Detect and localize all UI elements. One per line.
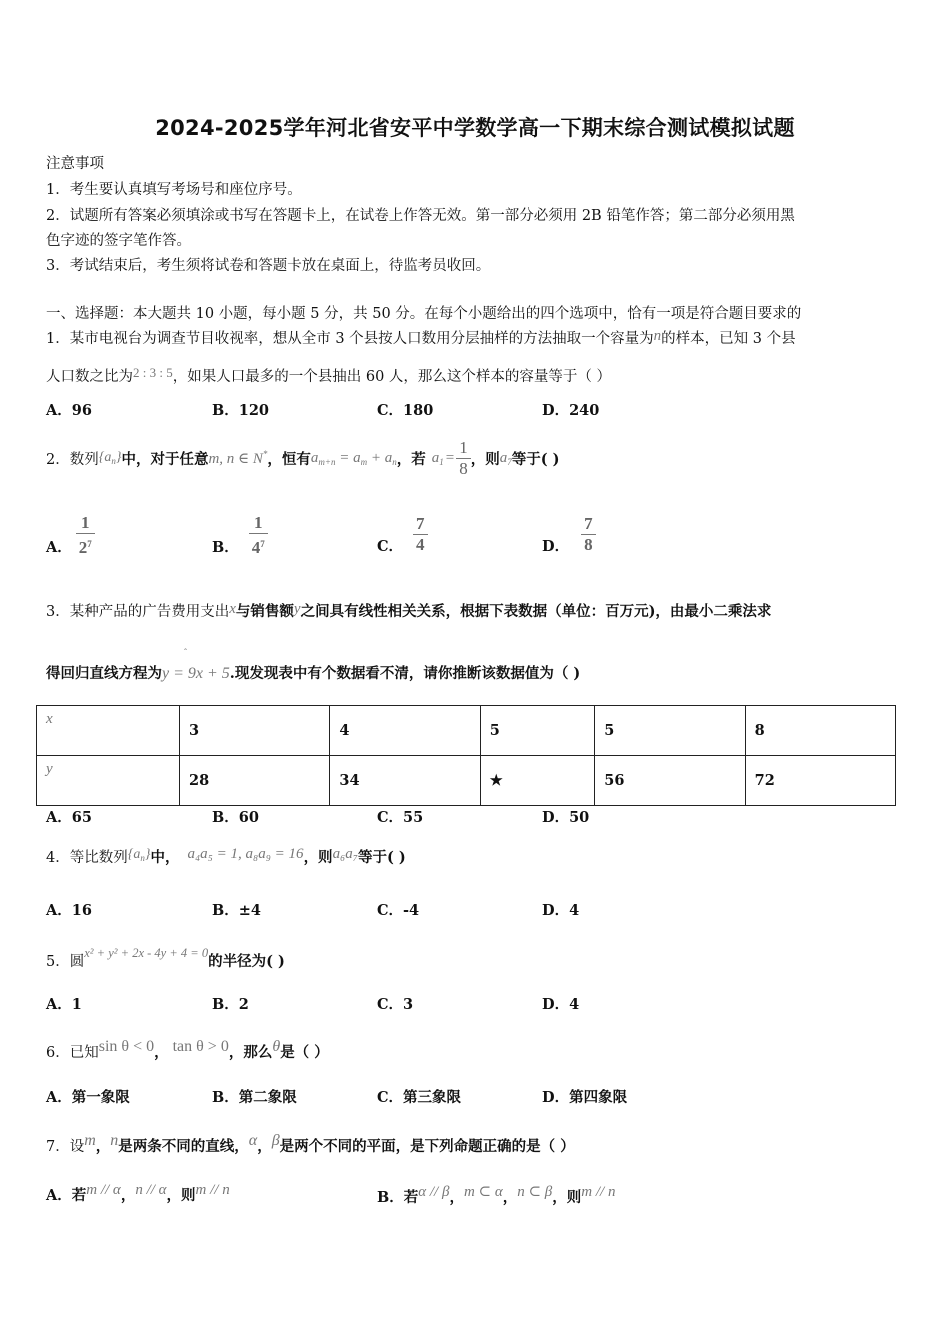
question-4-line	[46, 846, 406, 867]
q2-mn	[208, 449, 267, 468]
q2-option-d-fraction	[581, 514, 596, 555]
q3-option-a: A．65	[46, 809, 92, 826]
q7-option-b: B．若α // β，m ⊂ α，n ⊂ β，则m // n	[377, 1184, 616, 1206]
q2-rel-m-sub: m	[360, 456, 368, 467]
q2-option-a-num: 1	[76, 513, 95, 534]
q7-option-a-result: m // n	[195, 1182, 230, 1198]
q2-relation	[311, 450, 397, 467]
q6-option-b: B．第二象限	[212, 1089, 297, 1106]
q4-mid1: 中，	[150, 849, 180, 866]
q2-a1-den: 8	[459, 458, 468, 478]
q1-text-d: ，如果人口最多的一个县抽出 60 人，那么这个样本的容量等于（ ）	[172, 369, 612, 385]
q2-mid3: ，若	[396, 450, 426, 468]
q2-mn-text: m, n ∈ N	[208, 450, 263, 467]
q3-option-b: B．60	[212, 809, 259, 826]
q2-option-d-den: 8	[584, 535, 593, 554]
question-1-line-1	[46, 327, 796, 348]
q7-alpha: α	[248, 1132, 258, 1149]
q7-mid1: 是两条不同的直线，	[118, 1138, 249, 1155]
q2-option-a	[46, 513, 95, 558]
table-cell: ★	[480, 756, 595, 806]
q3-text-c: 之间具有线性相关关系，根据下表数据（单位：百万元)，由最小二乘法求	[300, 603, 772, 620]
table-cell: 28	[180, 756, 330, 806]
table-cell: 34	[330, 756, 480, 806]
q2-a1-num: 1	[456, 438, 471, 459]
q6-condition-2: tan θ > 0	[172, 1038, 229, 1055]
q5-option-a: A．1	[46, 996, 82, 1013]
q6-condition-1: sin θ < 0	[98, 1038, 155, 1055]
question-3-line-1	[46, 600, 771, 621]
q2-option-b-fraction	[249, 513, 268, 558]
q2-option-c-fraction	[413, 514, 428, 555]
q3-option-c: C．55	[377, 809, 424, 826]
q2-a7	[500, 450, 512, 467]
q2-option-b-num: 1	[249, 513, 268, 534]
q2-rel-eq: = a	[335, 449, 361, 466]
q7-option-b-cond1: α // β	[418, 1184, 450, 1200]
q6-theta: θ	[272, 1038, 281, 1055]
table-label-x: x	[46, 711, 53, 727]
q5-equation: x² + y² + 2x - 4y + 4 = 0	[84, 946, 209, 960]
q2-option-c-label: C．	[377, 538, 404, 555]
q2-mid4: ，则	[470, 450, 500, 468]
q2-star: *	[262, 448, 268, 459]
q3-y: y	[293, 601, 301, 617]
q3-data-table	[36, 705, 896, 806]
q5-suffix: 的半径为( )	[208, 953, 285, 970]
q7-option-a-cond1: m // α	[86, 1182, 121, 1198]
q2-rel-a: a	[310, 449, 319, 466]
q3-text-a: 3．某种产品的广告费用支出	[46, 604, 230, 620]
q2-option-b	[212, 513, 268, 558]
q2-rel-n-sub: n	[392, 456, 397, 467]
q2-seq-sub: n	[111, 456, 116, 466]
table-cell: 3	[180, 706, 330, 756]
notice-item: 2．试题所有答案必须填涂或书写在答题卡上，在试卷上作答无效。第一部分必须用 2B 铅笔作答；第二部分必须用黑	[46, 208, 795, 224]
q2-option-a-den-sup: 7	[87, 539, 92, 549]
q2-option-d-label: D．	[542, 538, 570, 555]
q7-option-a-label: A．若	[46, 1187, 87, 1204]
question-5-line	[46, 946, 285, 971]
q7-option-b-then: ，则	[552, 1189, 582, 1206]
table-row-label	[37, 706, 180, 756]
q4-sequence: $\{a_n\}$	[127, 847, 151, 863]
table-row	[37, 756, 896, 806]
q1-text-a: 1．某市电视台为调查节目收视率，想从全市 3 个县按人口数用分层抽样的方法抽取一个容量为	[46, 331, 654, 347]
table-cell: 8	[745, 706, 895, 756]
q7-option-b-cond3: n ⊂ β	[517, 1184, 553, 1200]
q2-option-c	[377, 513, 428, 556]
table-cell: 5	[480, 706, 595, 756]
q6-option-c: C．第三象限	[377, 1089, 462, 1106]
q3-x: x	[229, 601, 236, 617]
q2-a1-eq: =	[445, 449, 455, 466]
q2-option-b-den-sup: 7	[260, 539, 265, 549]
q4-seq-sub: n	[140, 853, 145, 863]
q4-mid2: ，则	[303, 849, 333, 866]
q7-option-a: A．若m // α，n // α，则m // n	[46, 1182, 230, 1204]
q2-seq-a: a	[104, 450, 112, 465]
q2-option-d-num: 7	[581, 514, 596, 535]
q2-mid1: 中，对于任意	[121, 450, 209, 468]
q2-sequence: $\{a_n\}$	[98, 450, 122, 466]
q4-target: a₆a₇	[332, 846, 358, 862]
notice-item: 1．考生要认真填写考场号和座位序号。	[46, 182, 302, 198]
q7-m: m	[84, 1132, 96, 1149]
notice-item: 3．考试结束后，考生须将试卷和答题卡放在桌面上，待监考员收回。	[46, 258, 491, 274]
q7-option-b-result: m // n	[581, 1184, 616, 1200]
q4-option-d: D．4	[542, 902, 580, 919]
q2-option-a-den: 2	[78, 538, 88, 557]
q5-option-d: D．4	[542, 996, 580, 1013]
notice-heading: 注意事项	[46, 156, 104, 172]
exam-title: 2024-2025学年河北省安平中学数学高一下期末综合测试模拟试题	[155, 116, 795, 140]
q2-a7-sub: 7	[507, 456, 512, 467]
q7-option-a-then: ，则	[166, 1187, 196, 1204]
q4-prefix: 4．等比数列	[46, 850, 128, 866]
q2-rel-plus: + a	[367, 449, 393, 466]
table-cell: 56	[595, 756, 745, 806]
q7-mid2: 是两个不同的平面，是下列命题正确的是（ ）	[279, 1138, 575, 1155]
q7-option-b-cond2: m ⊂ α	[463, 1184, 503, 1200]
q4-condition: a₄a₅ = 1, a₈a₉ = 16	[187, 846, 304, 862]
q2-option-b-label: B．	[212, 539, 239, 556]
q6-option-d: D．第四象限	[542, 1089, 628, 1106]
q2-rel-a-sub: m+n	[318, 456, 336, 467]
table-row-label	[37, 756, 180, 806]
q2-option-c-num: 7	[413, 514, 428, 535]
q2-option-c-den: 4	[416, 535, 425, 554]
q3-text-e: .现发现表中有个数据看不清，请你推断该数据值为（ )	[229, 665, 581, 682]
q2-option-d	[542, 513, 596, 556]
notice-item: 色字迹的签字笔作答。	[46, 233, 191, 249]
q2-a1	[432, 450, 444, 467]
q1-n: n	[653, 328, 662, 344]
q2-prefix: 2．数列	[46, 451, 99, 468]
table-cell: 4	[330, 706, 480, 756]
q3-text-d: 得回归直线方程为	[46, 665, 162, 682]
table-cell: 72	[745, 756, 895, 806]
q7-beta: β	[271, 1132, 280, 1149]
q2-option-b-den: 4	[251, 538, 261, 557]
question-7-line: 7．设m，n是两条不同的直线，α，β是两个不同的平面，是下列命题正确的是（ ）	[46, 1132, 575, 1155]
q3-hat: ˆ	[184, 647, 187, 657]
q1-text-c: 人口数之比为	[46, 369, 133, 385]
question-2-line	[46, 433, 559, 483]
q1-option-a: A．96	[46, 402, 92, 419]
q1-text-b: 的样本，已知 3 个县	[661, 331, 796, 347]
q4-option-c: C．-4	[377, 902, 420, 919]
q4-option-a: A．16	[46, 902, 92, 919]
q4-seq-a: a	[133, 847, 141, 862]
table-row	[37, 706, 896, 756]
q6-suffix: 是（ ）	[280, 1044, 329, 1061]
q5-option-c: C．3	[377, 996, 414, 1013]
q2-option-a-label: A．	[46, 539, 72, 556]
q7-option-b-label: B．若	[377, 1189, 419, 1206]
q5-option-b: B．2	[212, 996, 249, 1013]
q6-option-a: A．第一象限	[46, 1089, 130, 1106]
q6-mid: ，那么	[228, 1044, 273, 1061]
q2-a1-sub: 1	[439, 456, 444, 467]
q3-equation: y = 9x + 5	[162, 665, 230, 682]
question-3-line-2	[46, 662, 580, 683]
q3-text-b: 与销售额	[235, 603, 294, 620]
q1-option-c: C．180	[377, 402, 434, 419]
q7-option-a-cond2: n // α	[135, 1182, 167, 1198]
q6-comma: ，	[154, 1044, 169, 1061]
q2-mid2: ，恒有	[267, 450, 311, 468]
q3-option-d: D．50	[542, 809, 590, 826]
q7-n: n	[110, 1132, 119, 1149]
q6-prefix: 6．已知	[46, 1045, 99, 1061]
q4-suffix: 等于( )	[358, 849, 406, 866]
q2-a7-letter: a	[499, 449, 508, 466]
q1-option-d: D．240	[542, 402, 600, 419]
question-6-line	[46, 1038, 329, 1062]
table-label-y: y	[46, 761, 53, 777]
q1-ratio: 2 : 3 : 5	[133, 365, 173, 380]
question-1-line-2	[46, 365, 611, 386]
section-heading: 一、选择题：本大题共 10 小题，每小题 5 分，共 50 分。在每个小题给出的四个选项中，恰有一项是符合题目要求的	[46, 306, 802, 322]
q1-option-b: B．120	[212, 402, 270, 419]
q5-prefix: 5．圆	[46, 954, 85, 970]
q2-a1-fraction	[456, 438, 471, 479]
q7-prefix: 7．设	[46, 1139, 85, 1155]
q2-suffix: 等于( )	[511, 450, 560, 468]
q2-a1-letter: a	[431, 449, 440, 466]
q4-option-b: B．±4	[212, 902, 261, 919]
table-cell: 5	[595, 706, 745, 756]
q2-option-a-fraction	[76, 513, 95, 558]
